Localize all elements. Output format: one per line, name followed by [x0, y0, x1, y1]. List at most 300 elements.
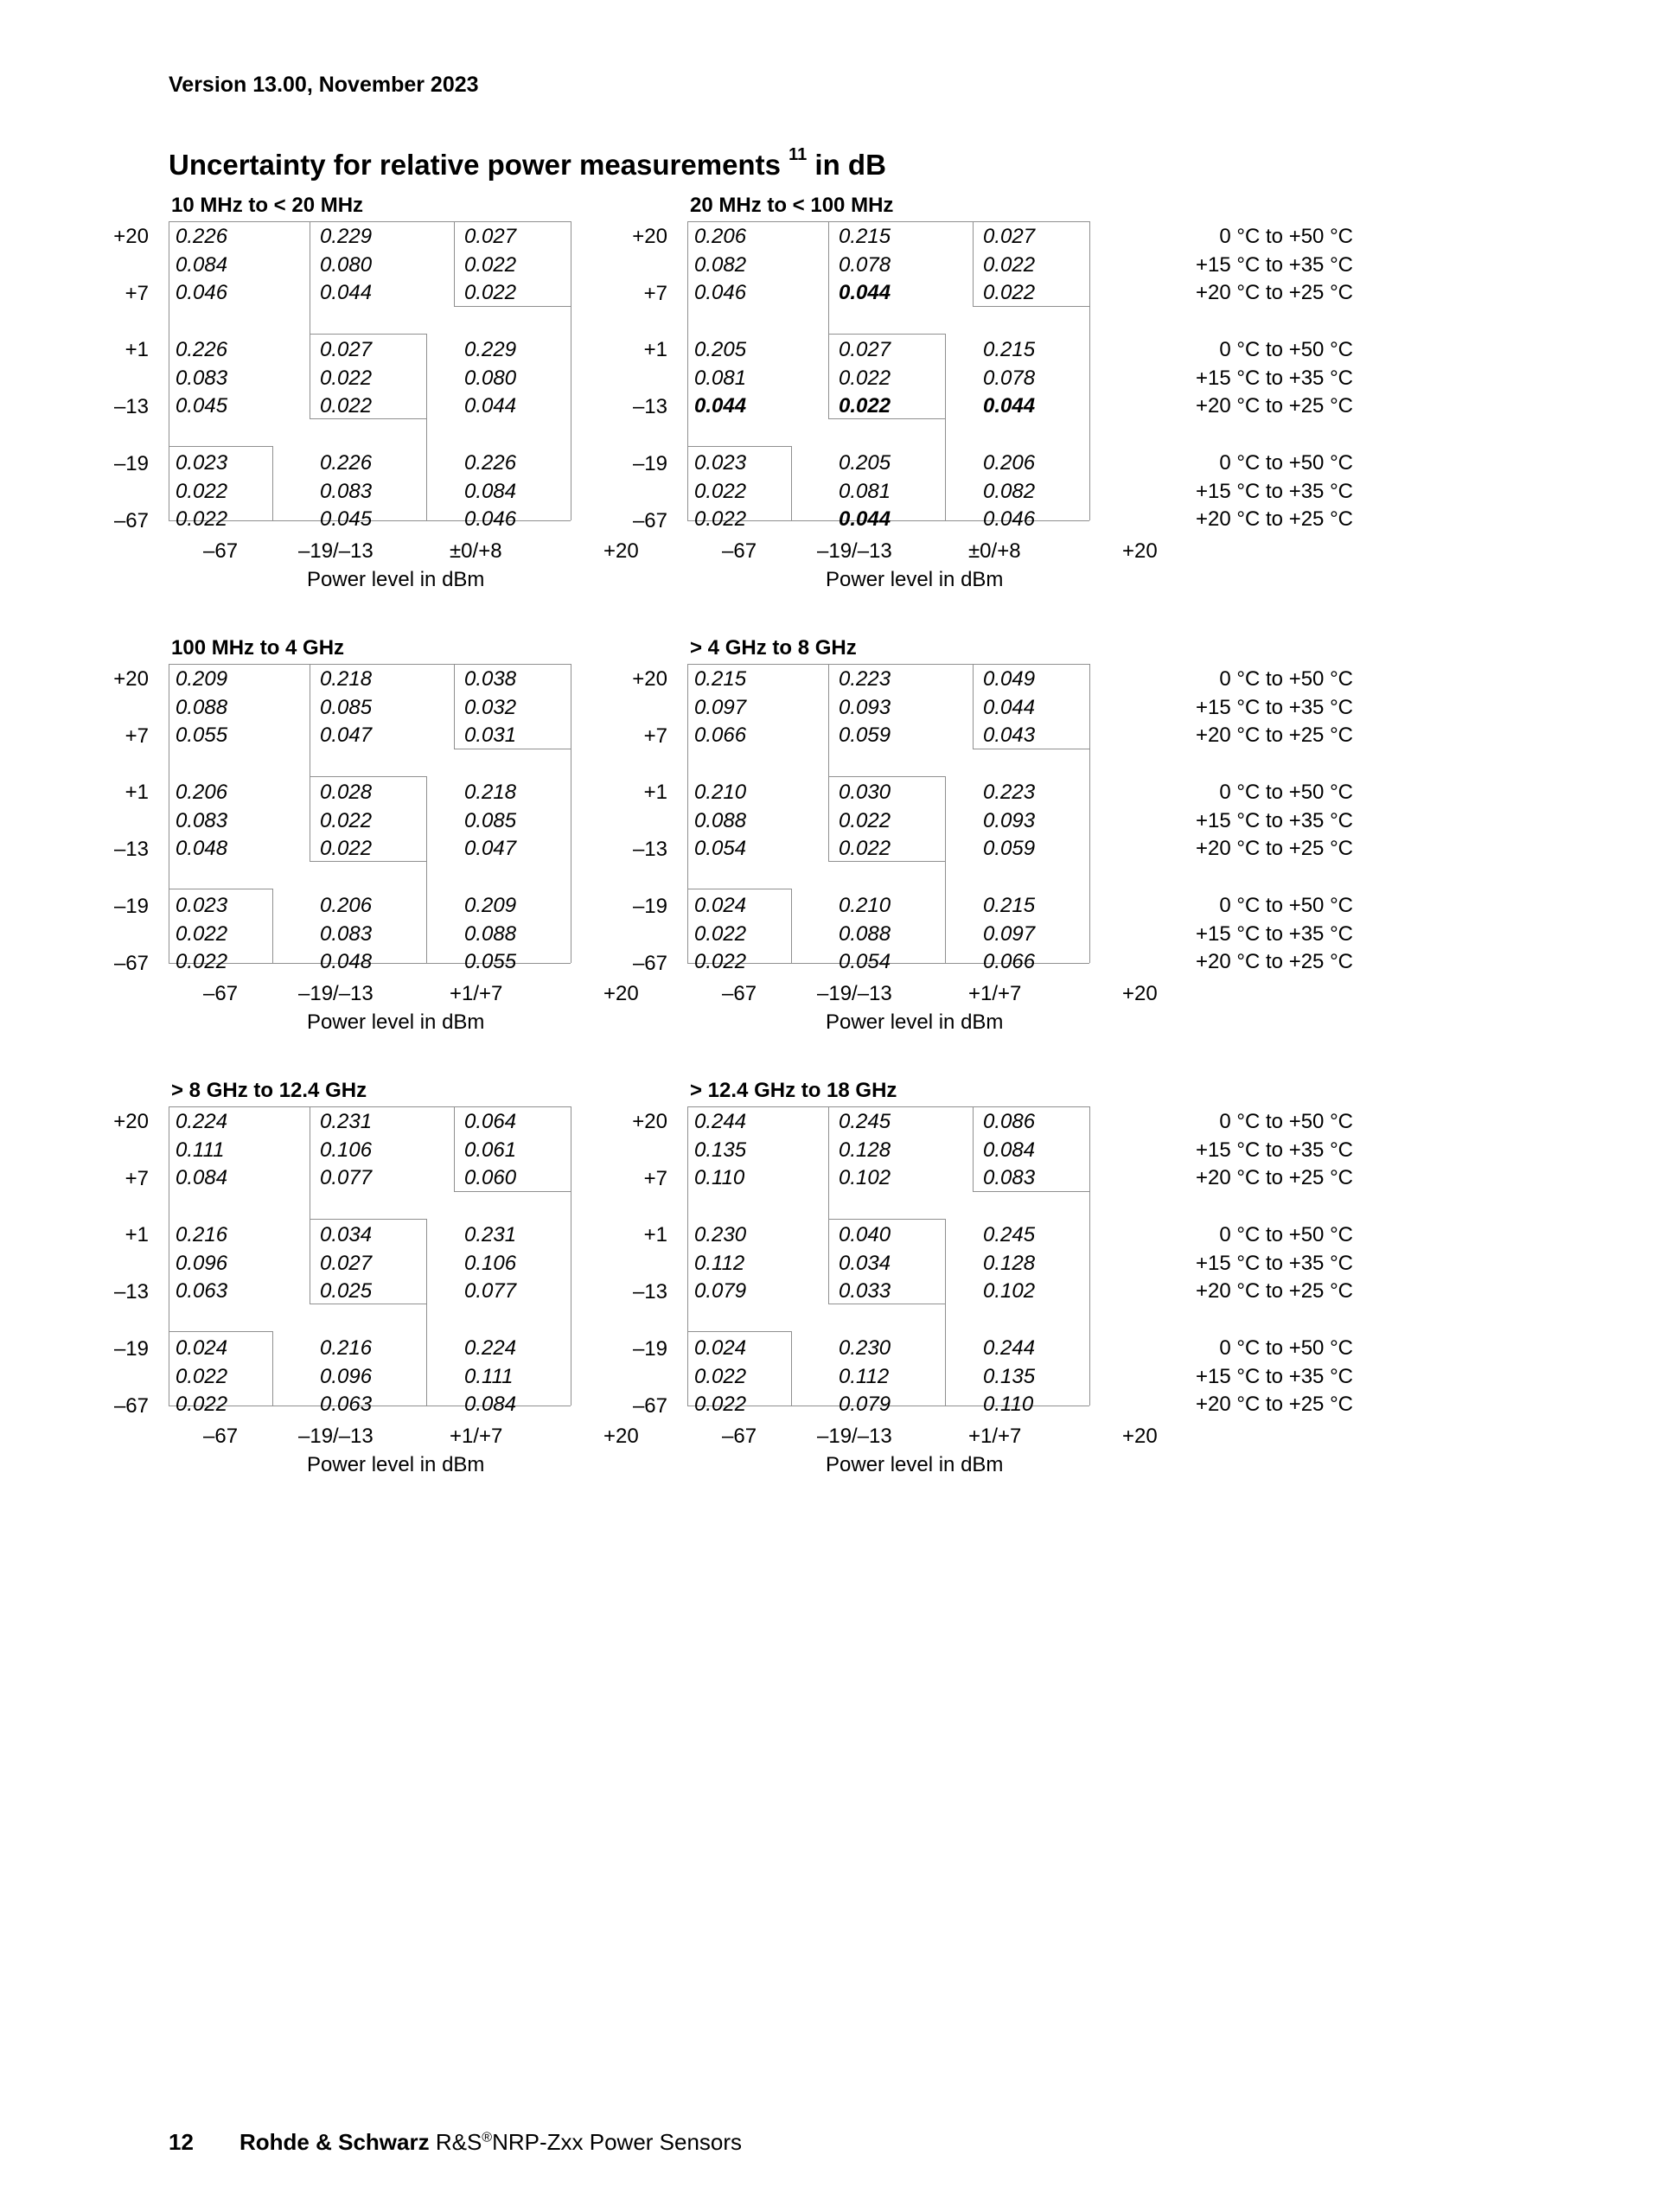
- footer-brand: Rohde & Schwarz: [239, 2129, 430, 2155]
- grid-hline: [454, 306, 571, 307]
- uncertainty-value: 0.064: [464, 1110, 517, 1133]
- grid-vline: [791, 446, 792, 520]
- temperature-range-label: +15 °C to +35 °C: [1196, 367, 1353, 390]
- y-axis-label: +7: [643, 282, 667, 305]
- uncertainty-value: 0.055: [176, 724, 228, 747]
- x-axis-label: ±0/+8: [968, 539, 1021, 563]
- panel-title: 10 MHz to < 20 MHz: [171, 194, 364, 217]
- x-axis-label: ±0/+8: [450, 539, 502, 563]
- uncertainty-value: 0.245: [839, 1110, 891, 1133]
- grid-hline: [169, 446, 272, 447]
- grid-vline: [945, 1219, 946, 1304]
- uncertainty-value: 0.112: [694, 1252, 745, 1275]
- temperature-range-label: +15 °C to +35 °C: [1196, 253, 1353, 277]
- uncertainty-value: 0.215: [983, 338, 1036, 361]
- grid-vline: [687, 221, 688, 520]
- uncertainty-value: 0.027: [320, 1252, 373, 1275]
- y-axis-label: +7: [643, 724, 667, 748]
- grid-hline: [310, 776, 426, 777]
- grid-vline: [454, 1106, 455, 1191]
- x-axis-label: +20: [603, 539, 639, 563]
- uncertainty-value: 0.088: [176, 696, 228, 719]
- uncertainty-value: 0.226: [464, 451, 517, 475]
- temperature-range-label: 0 °C to +50 °C: [1219, 1336, 1353, 1360]
- uncertainty-value: 0.231: [464, 1223, 517, 1246]
- y-axis-label: +20: [113, 667, 149, 691]
- grid-hline: [169, 221, 571, 222]
- uncertainty-value: 0.043: [983, 724, 1036, 747]
- uncertainty-value: 0.093: [983, 809, 1036, 832]
- uncertainty-value: 0.093: [839, 696, 891, 719]
- uncertainty-value: 0.028: [320, 781, 373, 804]
- uncertainty-value: 0.023: [694, 451, 747, 475]
- uncertainty-value: 0.084: [983, 1138, 1036, 1162]
- uncertainty-value: 0.022: [839, 809, 891, 832]
- temperature-range-label: 0 °C to +50 °C: [1219, 338, 1353, 361]
- uncertainty-value: 0.046: [983, 507, 1036, 531]
- x-axis-label: +1/+7: [450, 1425, 503, 1448]
- x-axis-label: +20: [1122, 539, 1158, 563]
- uncertainty-value: 0.081: [839, 480, 891, 503]
- uncertainty-value: 0.034: [839, 1252, 891, 1275]
- grid-vline: [791, 1331, 792, 1406]
- uncertainty-value: 0.044: [983, 394, 1036, 418]
- uncertainty-value: 0.022: [839, 394, 891, 418]
- uncertainty-value: 0.048: [176, 837, 228, 860]
- y-axis-label: +1: [124, 781, 149, 804]
- page-footer: [169, 2129, 742, 2156]
- uncertainty-value: 0.022: [176, 950, 228, 973]
- uncertainty-value: 0.110: [983, 1393, 1034, 1416]
- uncertainty-value: 0.084: [176, 253, 228, 277]
- uncertainty-value: 0.022: [694, 1365, 747, 1388]
- x-axis-label: –19/–13: [298, 539, 374, 563]
- uncertainty-value: 0.047: [320, 724, 373, 747]
- uncertainty-value: 0.078: [839, 253, 891, 277]
- uncertainty-value: 0.111: [464, 1365, 514, 1388]
- uncertainty-value: 0.048: [320, 950, 373, 973]
- uncertainty-value: 0.223: [839, 667, 891, 691]
- y-axis-label: –67: [632, 952, 667, 975]
- y-axis-label: +1: [643, 338, 667, 361]
- uncertainty-value: 0.216: [176, 1223, 228, 1246]
- grid-hline: [687, 1106, 1089, 1107]
- y-axis-label: –19: [632, 1337, 667, 1361]
- grid-hline: [687, 664, 1089, 665]
- grid-hline: [310, 1219, 426, 1220]
- uncertainty-panel: [614, 1079, 1409, 1497]
- uncertainty-value: 0.110: [694, 1166, 745, 1189]
- y-axis-label: +1: [124, 1223, 149, 1246]
- panel-title: 100 MHz to 4 GHz: [171, 636, 345, 660]
- grid-hline: [973, 306, 1089, 307]
- x-axis-title: Power level in dBm: [307, 1453, 485, 1476]
- grid-vline: [272, 446, 273, 520]
- uncertainty-value: 0.022: [176, 507, 228, 531]
- uncertainty-value: 0.022: [320, 809, 373, 832]
- uncertainty-value: 0.061: [464, 1138, 517, 1162]
- uncertainty-value: 0.082: [983, 480, 1036, 503]
- panel-title: 20 MHz to < 100 MHz: [690, 194, 894, 217]
- y-axis-label: +1: [124, 338, 149, 361]
- uncertainty-value: 0.063: [176, 1279, 228, 1303]
- y-axis-label: –67: [632, 1394, 667, 1418]
- y-axis-label: –13: [632, 395, 667, 418]
- uncertainty-value: 0.096: [176, 1252, 228, 1275]
- uncertainty-value: 0.102: [839, 1166, 891, 1189]
- x-axis-label: –19/–13: [298, 1425, 374, 1448]
- uncertainty-value: 0.027: [464, 225, 517, 248]
- uncertainty-value: 0.044: [839, 507, 891, 531]
- uncertainty-value: 0.083: [983, 1166, 1036, 1189]
- uncertainty-value: 0.022: [320, 837, 373, 860]
- uncertainty-value: 0.059: [839, 724, 891, 747]
- registered-mark: ®: [482, 2130, 493, 2145]
- uncertainty-value: 0.084: [464, 480, 517, 503]
- footer-product-prefix: R&S: [435, 2129, 482, 2155]
- uncertainty-value: 0.216: [320, 1336, 373, 1360]
- uncertainty-value: 0.088: [694, 809, 747, 832]
- uncertainty-value: 0.226: [320, 451, 373, 475]
- grid-vline: [945, 776, 946, 861]
- uncertainty-value: 0.032: [464, 696, 517, 719]
- grid-vline: [426, 861, 427, 963]
- y-axis-label: –67: [113, 952, 149, 975]
- y-axis-label: +7: [124, 724, 149, 748]
- uncertainty-value: 0.218: [320, 667, 373, 691]
- grid-hline: [687, 1331, 791, 1332]
- grid-hline: [169, 1106, 571, 1107]
- uncertainty-value: 0.077: [320, 1166, 373, 1189]
- grid-vline: [454, 664, 455, 749]
- uncertainty-value: 0.027: [320, 338, 373, 361]
- uncertainty-value: 0.085: [320, 696, 373, 719]
- uncertainty-value: 0.206: [320, 894, 373, 917]
- y-axis-label: +7: [124, 282, 149, 305]
- uncertainty-value: 0.030: [839, 781, 891, 804]
- grid-hline: [687, 446, 791, 447]
- grid-vline: [1089, 221, 1090, 520]
- grid-vline: [426, 334, 427, 418]
- grid-hline: [828, 1219, 945, 1220]
- uncertainty-value: 0.229: [464, 338, 517, 361]
- uncertainty-value: 0.226: [176, 225, 228, 248]
- uncertainty-grid: [687, 221, 1128, 531]
- uncertainty-value: 0.044: [839, 281, 891, 304]
- uncertainty-value: 0.025: [320, 1279, 373, 1303]
- y-axis-label: +1: [643, 1223, 667, 1246]
- grid-vline: [1089, 664, 1090, 963]
- uncertainty-value: 0.079: [694, 1279, 747, 1303]
- y-axis-label: +20: [113, 1110, 149, 1133]
- uncertainty-value: 0.229: [320, 225, 373, 248]
- y-axis-label: –13: [113, 838, 149, 861]
- y-axis-label: +20: [632, 667, 667, 691]
- grid-vline: [426, 776, 427, 861]
- panel-title: > 8 GHz to 12.4 GHz: [171, 1079, 367, 1102]
- y-axis-label: –67: [113, 509, 149, 532]
- uncertainty-value: 0.022: [694, 480, 747, 503]
- panel-title: > 4 GHz to 8 GHz: [690, 636, 857, 660]
- uncertainty-value: 0.215: [839, 225, 891, 248]
- grid-vline: [426, 418, 427, 520]
- temperature-range-label: 0 °C to +50 °C: [1219, 667, 1353, 691]
- uncertainty-value: 0.209: [464, 894, 517, 917]
- uncertainty-value: 0.024: [694, 894, 747, 917]
- uncertainty-value: 0.135: [983, 1365, 1036, 1388]
- temperature-range-label: 0 °C to +50 °C: [1219, 1223, 1353, 1246]
- uncertainty-value: 0.209: [176, 667, 228, 691]
- x-axis-label: +1/+7: [450, 982, 503, 1005]
- temperature-range-label: +20 °C to +25 °C: [1196, 394, 1353, 418]
- uncertainty-value: 0.059: [983, 837, 1036, 860]
- uncertainty-value: 0.022: [320, 394, 373, 418]
- x-axis-label: –67: [722, 982, 757, 1005]
- uncertainty-value: 0.086: [983, 1110, 1036, 1133]
- uncertainty-value: 0.226: [176, 338, 228, 361]
- footnote-marker[interactable]: 11: [788, 145, 808, 164]
- temperature-range-label: +20 °C to +25 °C: [1196, 724, 1353, 747]
- temperature-range-label: +15 °C to +35 °C: [1196, 1365, 1353, 1388]
- uncertainty-value: 0.027: [839, 338, 891, 361]
- grid-vline: [1089, 1106, 1090, 1406]
- grid-vline: [973, 664, 974, 749]
- uncertainty-value: 0.024: [176, 1336, 228, 1360]
- uncertainty-value: 0.027: [983, 225, 1036, 248]
- grid-vline: [945, 861, 946, 963]
- grid-hline: [828, 776, 945, 777]
- temperature-range-label: +20 °C to +25 °C: [1196, 1166, 1353, 1189]
- x-axis-label: –19/–13: [298, 982, 374, 1005]
- uncertainty-panel: [614, 636, 1409, 1055]
- grid-hline: [169, 1331, 272, 1332]
- y-axis-label: –19: [113, 452, 149, 475]
- grid-vline: [272, 889, 273, 963]
- uncertainty-value: 0.040: [839, 1223, 891, 1246]
- panel-title: > 12.4 GHz to 18 GHz: [690, 1079, 897, 1102]
- uncertainty-value: 0.081: [694, 367, 747, 390]
- uncertainty-value: 0.080: [320, 253, 373, 277]
- x-axis-label: –67: [722, 539, 757, 563]
- grid-vline: [454, 221, 455, 306]
- temperature-range-label: +20 °C to +25 °C: [1196, 1393, 1353, 1416]
- temperature-range-label: +15 °C to +35 °C: [1196, 1138, 1353, 1162]
- uncertainty-value: 0.205: [694, 338, 747, 361]
- uncertainty-value: 0.106: [464, 1252, 517, 1275]
- y-axis-label: –13: [632, 838, 667, 861]
- uncertainty-value: 0.022: [176, 1393, 228, 1416]
- uncertainty-value: 0.215: [983, 894, 1036, 917]
- uncertainty-value: 0.066: [694, 724, 747, 747]
- x-axis-label: +20: [1122, 982, 1158, 1005]
- uncertainty-value: 0.206: [694, 225, 747, 248]
- temperature-range-label: +15 °C to +35 °C: [1196, 809, 1353, 832]
- y-axis-label: +7: [643, 1167, 667, 1190]
- grid-vline: [828, 221, 829, 418]
- uncertainty-value: 0.082: [694, 253, 747, 277]
- y-axis-label: –19: [632, 895, 667, 918]
- temperature-range-label: +15 °C to +35 °C: [1196, 922, 1353, 946]
- uncertainty-grid: [169, 664, 610, 973]
- grid-vline: [426, 1219, 427, 1304]
- temperature-range-label: +20 °C to +25 °C: [1196, 837, 1353, 860]
- uncertainty-value: 0.022: [176, 480, 228, 503]
- uncertainty-value: 0.024: [694, 1336, 747, 1360]
- uncertainty-value: 0.096: [320, 1365, 373, 1388]
- y-axis-label: –19: [632, 452, 667, 475]
- x-axis-label: –67: [203, 539, 239, 563]
- uncertainty-value: 0.022: [464, 253, 517, 277]
- y-axis-label: +7: [124, 1167, 149, 1190]
- y-axis-label: +1: [643, 781, 667, 804]
- uncertainty-value: 0.128: [983, 1252, 1036, 1275]
- x-axis-title: Power level in dBm: [307, 1010, 485, 1034]
- y-axis-label: –13: [113, 1280, 149, 1304]
- temperature-range-label: +20 °C to +25 °C: [1196, 281, 1353, 304]
- uncertainty-grid: [169, 1106, 610, 1416]
- uncertainty-grid: [169, 221, 610, 531]
- uncertainty-value: 0.084: [176, 1166, 228, 1189]
- uncertainty-value: 0.054: [839, 950, 891, 973]
- x-axis-label: +20: [603, 982, 639, 1005]
- uncertainty-value: 0.045: [176, 394, 228, 418]
- uncertainty-value: 0.045: [320, 507, 373, 531]
- uncertainty-value: 0.224: [176, 1110, 228, 1133]
- grid-hline: [454, 1191, 571, 1192]
- x-axis-label: +1/+7: [968, 1425, 1022, 1448]
- y-axis-label: +20: [632, 225, 667, 248]
- uncertainty-value: 0.023: [176, 451, 228, 475]
- heading-suffix: in dB: [814, 149, 886, 181]
- grid-vline: [687, 1106, 688, 1406]
- grid-vline: [272, 1331, 273, 1406]
- uncertainty-value: 0.044: [694, 394, 747, 418]
- grid-hline: [169, 664, 571, 665]
- uncertainty-value: 0.079: [839, 1393, 891, 1416]
- x-axis-label: –67: [203, 982, 239, 1005]
- uncertainty-value: 0.031: [464, 724, 517, 747]
- uncertainty-value: 0.022: [839, 367, 891, 390]
- x-axis-title: Power level in dBm: [826, 568, 1004, 591]
- x-axis-label: –19/–13: [817, 539, 892, 563]
- grid-hline: [828, 334, 945, 335]
- uncertainty-value: 0.077: [464, 1279, 517, 1303]
- version-line: Version 13.00, November 2023: [169, 73, 479, 97]
- grid-vline: [973, 221, 974, 306]
- uncertainty-value: 0.046: [176, 281, 228, 304]
- uncertainty-value: 0.083: [320, 922, 373, 946]
- uncertainty-value: 0.063: [320, 1393, 373, 1416]
- footer-product: NRP-Zxx Power Sensors: [492, 2129, 743, 2155]
- uncertainty-value: 0.022: [176, 922, 228, 946]
- y-axis-label: –67: [632, 509, 667, 532]
- heading-text: Uncertainty for relative power measurements: [169, 149, 781, 181]
- uncertainty-value: 0.080: [464, 367, 517, 390]
- x-axis-label: +1/+7: [968, 982, 1022, 1005]
- uncertainty-value: 0.085: [464, 809, 517, 832]
- uncertainty-value: 0.022: [983, 253, 1036, 277]
- x-axis-label: –67: [722, 1425, 757, 1448]
- temperature-range-label: +15 °C to +35 °C: [1196, 480, 1353, 503]
- grid-vline: [426, 1304, 427, 1406]
- uncertainty-value: 0.033: [839, 1279, 891, 1303]
- uncertainty-value: 0.230: [839, 1336, 891, 1360]
- uncertainty-value: 0.044: [983, 696, 1036, 719]
- uncertainty-value: 0.210: [694, 781, 747, 804]
- grid-vline: [945, 1304, 946, 1406]
- grid-vline: [828, 664, 829, 861]
- uncertainty-value: 0.038: [464, 667, 517, 691]
- uncertainty-value: 0.066: [983, 950, 1036, 973]
- temperature-range-label: 0 °C to +50 °C: [1219, 225, 1353, 248]
- x-axis-title: Power level in dBm: [307, 568, 485, 591]
- uncertainty-value: 0.106: [320, 1138, 373, 1162]
- uncertainty-value: 0.231: [320, 1110, 373, 1133]
- y-axis-label: –13: [632, 1280, 667, 1304]
- uncertainty-value: 0.223: [983, 781, 1036, 804]
- y-axis-label: –19: [113, 1337, 149, 1361]
- x-axis-label: –19/–13: [817, 1425, 892, 1448]
- y-axis-label: –67: [113, 1394, 149, 1418]
- uncertainty-value: 0.022: [694, 1393, 747, 1416]
- uncertainty-value: 0.022: [839, 837, 891, 860]
- uncertainty-value: 0.215: [694, 667, 747, 691]
- uncertainty-value: 0.205: [839, 451, 891, 475]
- temperature-range-label: +15 °C to +35 °C: [1196, 1252, 1353, 1275]
- uncertainty-value: 0.244: [694, 1110, 747, 1133]
- uncertainty-value: 0.046: [694, 281, 747, 304]
- uncertainty-value: 0.083: [176, 809, 228, 832]
- grid-vline: [973, 1106, 974, 1191]
- y-axis-label: +20: [113, 225, 149, 248]
- section-heading: [169, 145, 886, 182]
- temperature-range-label: +20 °C to +25 °C: [1196, 1279, 1353, 1303]
- uncertainty-panel: [614, 194, 1409, 612]
- uncertainty-value: 0.084: [464, 1393, 517, 1416]
- x-axis-title: Power level in dBm: [826, 1453, 1004, 1476]
- x-axis-label: –67: [203, 1425, 239, 1448]
- x-axis-title: Power level in dBm: [826, 1010, 1004, 1034]
- temperature-range-label: +15 °C to +35 °C: [1196, 696, 1353, 719]
- uncertainty-value: 0.083: [320, 480, 373, 503]
- uncertainty-value: 0.023: [176, 894, 228, 917]
- uncertainty-value: 0.230: [694, 1223, 747, 1246]
- uncertainty-grid: [687, 664, 1128, 973]
- uncertainty-value: 0.083: [176, 367, 228, 390]
- uncertainty-value: 0.206: [176, 781, 228, 804]
- uncertainty-value: 0.088: [464, 922, 517, 946]
- uncertainty-value: 0.088: [839, 922, 891, 946]
- grid-hline: [310, 334, 426, 335]
- temperature-range-label: +20 °C to +25 °C: [1196, 950, 1353, 973]
- y-axis-label: –13: [113, 395, 149, 418]
- uncertainty-value: 0.022: [694, 507, 747, 531]
- x-axis-label: –19/–13: [817, 982, 892, 1005]
- uncertainty-value: 0.135: [694, 1138, 747, 1162]
- temperature-range-label: 0 °C to +50 °C: [1219, 894, 1353, 917]
- temperature-range-label: 0 °C to +50 °C: [1219, 451, 1353, 475]
- grid-vline: [945, 334, 946, 418]
- temperature-range-label: 0 °C to +50 °C: [1219, 781, 1353, 804]
- grid-hline: [973, 1191, 1089, 1192]
- grid-vline: [828, 1106, 829, 1304]
- uncertainty-value: 0.128: [839, 1138, 891, 1162]
- uncertainty-value: 0.022: [464, 281, 517, 304]
- x-axis-label: +20: [603, 1425, 639, 1448]
- grid-vline: [687, 664, 688, 963]
- uncertainty-value: 0.218: [464, 781, 517, 804]
- grid-vline: [791, 889, 792, 963]
